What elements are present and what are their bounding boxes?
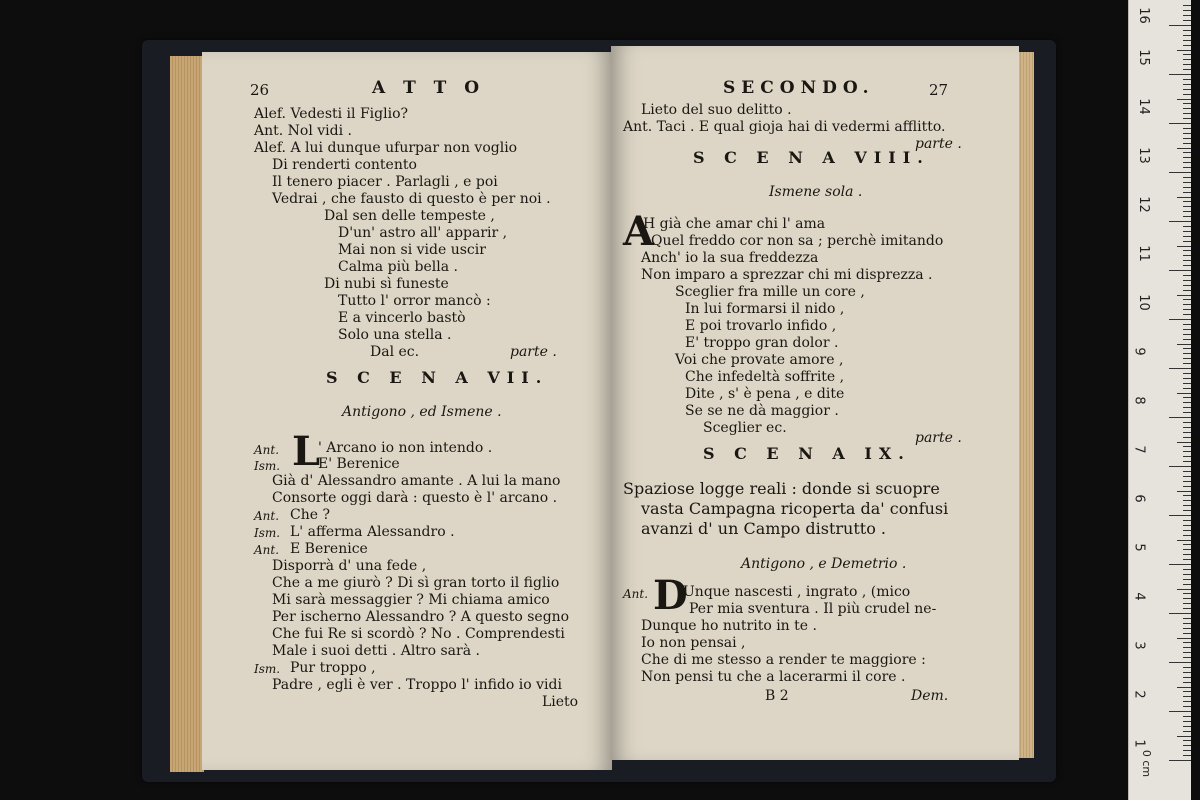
ruler-tick: [1183, 182, 1191, 183]
dialogue-text: ' Arcano io non intendo .: [318, 440, 493, 456]
aria-line: Anch' io la sua freddezza: [641, 250, 819, 266]
dialogue-text: Consorte oggi darà : questo è l' arcano .: [272, 490, 558, 506]
ruler-tick: [1183, 260, 1191, 261]
ruler-tick: [1183, 505, 1191, 506]
ruler-tick: [1183, 481, 1191, 482]
ruler-tick: [1183, 324, 1191, 325]
ruler-tick: [1183, 407, 1191, 408]
dialogue-text: Che di me stesso a render te maggiore :: [641, 652, 926, 668]
aria-line: Non imparo a sprezzar chi mi disprezza .: [641, 267, 933, 283]
drop-cap: D: [653, 572, 688, 619]
ruler-tick: [1183, 118, 1191, 119]
ruler-tick: [1183, 45, 1191, 46]
ruler-tick: [1183, 461, 1191, 462]
exit-note: parte .: [915, 430, 962, 446]
ruler-tick: [1183, 691, 1191, 692]
ruler-tick: [1183, 103, 1191, 104]
text-line: Calma più bella .: [338, 259, 458, 275]
text-line: Mai non si vide uscir: [338, 242, 486, 258]
ruler-tick: [1177, 589, 1191, 590]
ruler-tick: [1183, 167, 1191, 168]
ruler-tick: [1177, 638, 1191, 639]
ruler-tick: [1169, 368, 1191, 369]
ruler-tick: [1183, 143, 1191, 144]
ruler-number: 6: [1131, 494, 1147, 503]
ruler-tick: [1183, 388, 1191, 389]
ruler-tick: [1183, 10, 1191, 11]
scene-characters: Ismene sola .: [769, 184, 863, 200]
ruler-tick: [1183, 5, 1191, 6]
ruler-tick: [1183, 94, 1191, 95]
drop-cap: A: [623, 208, 655, 255]
ruler-tick: [1183, 177, 1191, 178]
ruler-tick: [1177, 99, 1191, 100]
ruler-number: 14: [1135, 98, 1151, 115]
ruler-tick: [1169, 270, 1191, 271]
dialogue-text: Dunque ho nutrito in te .: [641, 618, 817, 634]
text-line: Solo una stella .: [338, 327, 452, 343]
ruler-tick: [1183, 740, 1191, 741]
ruler-tick: [1177, 540, 1191, 541]
ruler-tick: [1183, 192, 1191, 193]
ruler-tick: [1183, 128, 1191, 129]
ruler-tick: [1183, 535, 1191, 536]
ruler-tick: [1183, 79, 1191, 80]
ruler-tick: [1183, 642, 1191, 643]
page-number: 26: [250, 81, 270, 99]
ruler-tick: [1169, 711, 1191, 712]
ruler-tick: [1183, 554, 1191, 555]
aria-line: Che infedeltà soffrite ,: [685, 369, 845, 385]
ruler-tick: [1169, 417, 1191, 418]
ruler-tick: [1183, 755, 1191, 756]
page-edges-left: [170, 56, 204, 772]
ruler-tick: [1183, 226, 1191, 227]
dialogue-text: L' afferma Alessandro .: [290, 524, 455, 540]
ruler-tick: [1183, 750, 1191, 751]
ruler-tick: [1183, 559, 1191, 560]
ruler-tick: [1183, 206, 1191, 207]
ruler-tick: [1183, 446, 1191, 447]
ruler-tick: [1183, 373, 1191, 374]
text-line: Ant. Taci . E qual gioja hai di vedermi afflitto.: [623, 119, 946, 135]
ruler-tick: [1183, 402, 1191, 403]
ruler-tick: [1169, 662, 1191, 663]
ruler-tick: [1169, 515, 1191, 516]
ruler-tick: [1183, 30, 1191, 31]
ruler-tick: [1183, 672, 1191, 673]
ruler-tick: [1183, 598, 1191, 599]
ruler-tick: [1183, 84, 1191, 85]
ruler-tick: [1177, 442, 1191, 443]
ruler-number: 11: [1135, 245, 1151, 262]
ruler-tick: [1177, 491, 1191, 492]
ruler-tick: [1183, 471, 1191, 472]
ruler-tick: [1183, 339, 1191, 340]
ruler-tick: [1169, 123, 1191, 124]
ruler-tick: [1183, 574, 1191, 575]
aria-line: Voi che provate amore ,: [675, 352, 844, 368]
ruler-tick: [1183, 348, 1191, 349]
ruler-tick: [1183, 89, 1191, 90]
ruler-tick: [1177, 736, 1191, 737]
ruler-unit: 0 cm: [1140, 749, 1154, 778]
ruler-tick: [1169, 319, 1191, 320]
ruler-tick: [1183, 113, 1191, 114]
ruler-tick: [1183, 618, 1191, 619]
ruler-tick: [1177, 295, 1191, 296]
ruler-tick: [1183, 579, 1191, 580]
dialogue-text: Che a me giurò ? Di sì gran torto il figlio: [272, 575, 560, 591]
ruler-tick: [1183, 628, 1191, 629]
setting-line: avanzi d' un Campo distrutto .: [641, 519, 887, 538]
ruler-tick: [1177, 393, 1191, 394]
ruler-tick: [1183, 216, 1191, 217]
ruler-tick: [1177, 687, 1191, 688]
dialogue-text: E' Berenice: [318, 456, 400, 472]
speaker-label: Ism.: [254, 662, 281, 676]
ruler-tick: [1183, 138, 1191, 139]
ruler-number: 1: [1131, 739, 1147, 748]
text-line: Vedrai , che fausto di questo è per noi .: [272, 191, 551, 207]
ruler-tick: [1183, 603, 1191, 604]
ruler-tick: [1183, 157, 1191, 158]
text-line: Alef. A lui dunque ufurpar non voglio: [254, 140, 518, 156]
ruler-number: 12: [1135, 196, 1151, 213]
ruler-tick: [1183, 412, 1191, 413]
scene-characters: Antigono , e Demetrio .: [741, 556, 907, 572]
speaker-label: Ant.: [254, 443, 280, 457]
ruler-tick: [1183, 427, 1191, 428]
ruler-tick: [1169, 564, 1191, 565]
dialogue-text: Che fui Re si scordò ? No . Comprendesti: [272, 626, 565, 642]
text-line: Di nubi sì funeste: [324, 276, 449, 292]
ruler-tick: [1183, 314, 1191, 315]
ruler-tick: [1183, 633, 1191, 634]
ruler-tick: [1177, 148, 1191, 149]
ruler-tick: [1169, 760, 1191, 761]
ruler-tick: [1183, 397, 1191, 398]
ruler-tick: [1183, 59, 1191, 60]
ruler-tick: [1183, 721, 1191, 722]
catchword: Lieto: [542, 694, 579, 710]
text-line: Lieto del suo delitto .: [641, 102, 792, 118]
ruler-tick: [1183, 510, 1191, 511]
measurement-ruler: [1128, 0, 1191, 800]
aria-line: Sceglier ec.: [703, 420, 787, 436]
ruler-tick: [1183, 108, 1191, 109]
ruler-tick: [1183, 593, 1191, 594]
text-line: Dal sen delle tempeste ,: [324, 208, 495, 224]
ruler-number: 16: [1135, 7, 1151, 24]
running-head: SECONDO.: [723, 78, 875, 98]
scene-title: S C E N A IX.: [703, 444, 911, 463]
aria-line: E' troppo gran dolor .: [685, 335, 839, 351]
drop-cap: L: [292, 428, 321, 475]
ruler-tick: [1183, 716, 1191, 717]
ruler-tick: [1183, 211, 1191, 212]
ruler-tick: [1183, 40, 1191, 41]
ruler-tick: [1183, 358, 1191, 359]
ruler-tick: [1183, 363, 1191, 364]
right-page: [611, 46, 1019, 760]
setting-line: vasta Campagna ricoperta da' confusi: [641, 499, 949, 518]
ruler-number: 3: [1131, 641, 1147, 650]
ruler-tick: [1183, 64, 1191, 65]
ruler-tick: [1183, 652, 1191, 653]
ruler-tick: [1183, 677, 1191, 678]
ruler-tick: [1183, 706, 1191, 707]
ruler-tick: [1183, 495, 1191, 496]
dialogue-text: Già d' Alessandro amante . A lui la mano: [272, 473, 561, 489]
speaker-label: Ism.: [254, 459, 281, 473]
ruler-tick: [1183, 530, 1191, 531]
ruler-tick: [1183, 432, 1191, 433]
ruler-tick: [1169, 25, 1191, 26]
ruler-tick: [1183, 667, 1191, 668]
scene-title: S C E N A VII.: [326, 368, 549, 387]
ruler-number: 8: [1131, 396, 1147, 405]
ruler-tick: [1183, 152, 1191, 153]
dialogue-text: E Berenice: [290, 541, 368, 557]
ruler-tick: [1183, 383, 1191, 384]
aria-line: Dite , s' è pena , e dite: [685, 386, 845, 402]
ruler-tick: [1183, 353, 1191, 354]
ruler-tick: [1183, 285, 1191, 286]
ruler-number: 5: [1131, 543, 1147, 552]
dialogue-text: Unque nascesti , ingrato , (mico: [683, 584, 911, 600]
ruler-tick: [1183, 304, 1191, 305]
dialogue-text: Che ?: [290, 507, 330, 523]
catchword: Dem.: [911, 688, 949, 704]
ruler-tick: [1183, 275, 1191, 276]
ruler-tick: [1169, 221, 1191, 222]
ruler-number: 7: [1131, 445, 1147, 454]
setting-line: Spaziose logge reali : donde si scuopre: [623, 479, 940, 498]
ruler-tick: [1183, 525, 1191, 526]
dialogue-text: Padre , egli è ver . Troppo l' infido io vidi: [272, 677, 562, 693]
ruler-tick: [1183, 255, 1191, 256]
text-line: E a vincerlo bastò: [338, 310, 466, 326]
speaker-label: Ant.: [254, 509, 280, 523]
ruler-tick: [1183, 187, 1191, 188]
ruler-tick: [1177, 197, 1191, 198]
ruler-tick: [1183, 201, 1191, 202]
signature-mark: B 2: [765, 688, 789, 704]
ruler-tick: [1183, 486, 1191, 487]
text-line: D'un' astro all' apparir ,: [338, 225, 508, 241]
running-head: A T T O: [372, 78, 486, 98]
ruler-tick: [1183, 250, 1191, 251]
dialogue-text: Per ischerno Alessandro ? A questo segno: [272, 609, 570, 625]
speaker-label: Ism.: [254, 526, 281, 540]
dialogue-text: Pur troppo ,: [290, 660, 376, 676]
ruler-tick: [1183, 696, 1191, 697]
ruler-tick: [1183, 437, 1191, 438]
ruler-number: 2: [1131, 690, 1147, 699]
ruler-number: 15: [1135, 49, 1151, 66]
speaker-label: Ant.: [254, 543, 280, 557]
aria-line: H già che amar chi l' ama: [643, 216, 826, 232]
scene-characters: Antigono , ed Ismene .: [342, 404, 502, 420]
ruler-tick: [1183, 35, 1191, 36]
ruler-tick: [1183, 309, 1191, 310]
ruler-tick: [1183, 584, 1191, 585]
ruler-number: 4: [1131, 592, 1147, 601]
ruler-tick: [1183, 15, 1191, 16]
ruler-tick: [1183, 682, 1191, 683]
ruler-tick: [1183, 231, 1191, 232]
aria-line: E poi trovarlo infido ,: [685, 318, 837, 334]
ruler-tick: [1183, 329, 1191, 330]
dialogue-text: Io non pensai ,: [641, 635, 746, 651]
ruler-tick: [1169, 466, 1191, 467]
text-line: Tutto l' orror mancò :: [338, 293, 491, 309]
ruler-tick: [1177, 344, 1191, 345]
ruler-tick: [1183, 657, 1191, 658]
ruler-tick: [1183, 647, 1191, 648]
ruler-number: 13: [1135, 147, 1151, 164]
exit-note: parte .: [510, 344, 557, 360]
ruler-tick: [1183, 378, 1191, 379]
ruler-tick: [1183, 549, 1191, 550]
text-line: Di renderti contento: [272, 157, 417, 173]
dialogue-text: Per mia sventura . Il più crudel ne-: [689, 601, 937, 617]
ruler-number: 10: [1135, 294, 1151, 311]
text-line: Dal ec.: [370, 344, 420, 360]
ruler-number: 9: [1131, 347, 1147, 356]
ruler-tick: [1183, 280, 1191, 281]
left-page: [202, 52, 612, 770]
ruler-tick: [1183, 54, 1191, 55]
dialogue-text: Non pensi tu che a lacerarmi il core .: [641, 669, 906, 685]
dialogue-text: Male i suoi detti . Altro sarà .: [272, 643, 480, 659]
ruler-tick: [1183, 133, 1191, 134]
page-number: 27: [929, 81, 949, 99]
ruler-tick: [1183, 265, 1191, 266]
ruler-tick: [1177, 246, 1191, 247]
ruler-tick: [1177, 50, 1191, 51]
ruler-tick: [1183, 476, 1191, 477]
speaker-label: Ant.: [623, 587, 649, 601]
ruler-tick: [1183, 544, 1191, 545]
ruler-tick: [1183, 520, 1191, 521]
ruler-tick: [1169, 613, 1191, 614]
ruler-tick: [1183, 500, 1191, 501]
scene-title: S C E N A VIII.: [693, 148, 930, 167]
ruler-tick: [1183, 451, 1191, 452]
dialogue-text: Disporrà d' una fede ,: [272, 558, 427, 574]
ruler-tick: [1183, 299, 1191, 300]
aria-line: Se se ne dà maggior .: [685, 403, 839, 419]
ruler-tick: [1169, 172, 1191, 173]
exit-note: parte .: [915, 136, 962, 152]
ruler-tick: [1183, 334, 1191, 335]
ruler-tick: [1183, 569, 1191, 570]
ruler-tick: [1183, 623, 1191, 624]
ruler-tick: [1183, 608, 1191, 609]
ruler-tick: [1183, 731, 1191, 732]
ruler-tick: [1183, 241, 1191, 242]
ruler-tick: [1183, 162, 1191, 163]
ruler-tick: [1183, 69, 1191, 70]
text-line: Alef. Vedesti il Figlio?: [254, 106, 408, 122]
ruler-tick: [1183, 422, 1191, 423]
text-line: Il tenero piacer . Parlagli , e poi: [272, 174, 498, 190]
ruler-tick: [1183, 745, 1191, 746]
aria-line: Quel freddo cor non sa ; perchè imitando: [651, 233, 944, 249]
ruler-tick: [1183, 456, 1191, 457]
ruler-tick: [1183, 236, 1191, 237]
text-line: Ant. Nol vidi .: [254, 123, 352, 139]
ruler-tick: [1183, 701, 1191, 702]
ruler-tick: [1183, 290, 1191, 291]
aria-line: In lui formarsi il nido ,: [685, 301, 845, 317]
dialogue-text: Mi sarà messaggier ? Mi chiama amico: [272, 592, 550, 608]
aria-line: Sceglier fra mille un core ,: [675, 284, 865, 300]
ruler-tick: [1183, 20, 1191, 21]
ruler-tick: [1183, 726, 1191, 727]
ruler-tick: [1169, 74, 1191, 75]
